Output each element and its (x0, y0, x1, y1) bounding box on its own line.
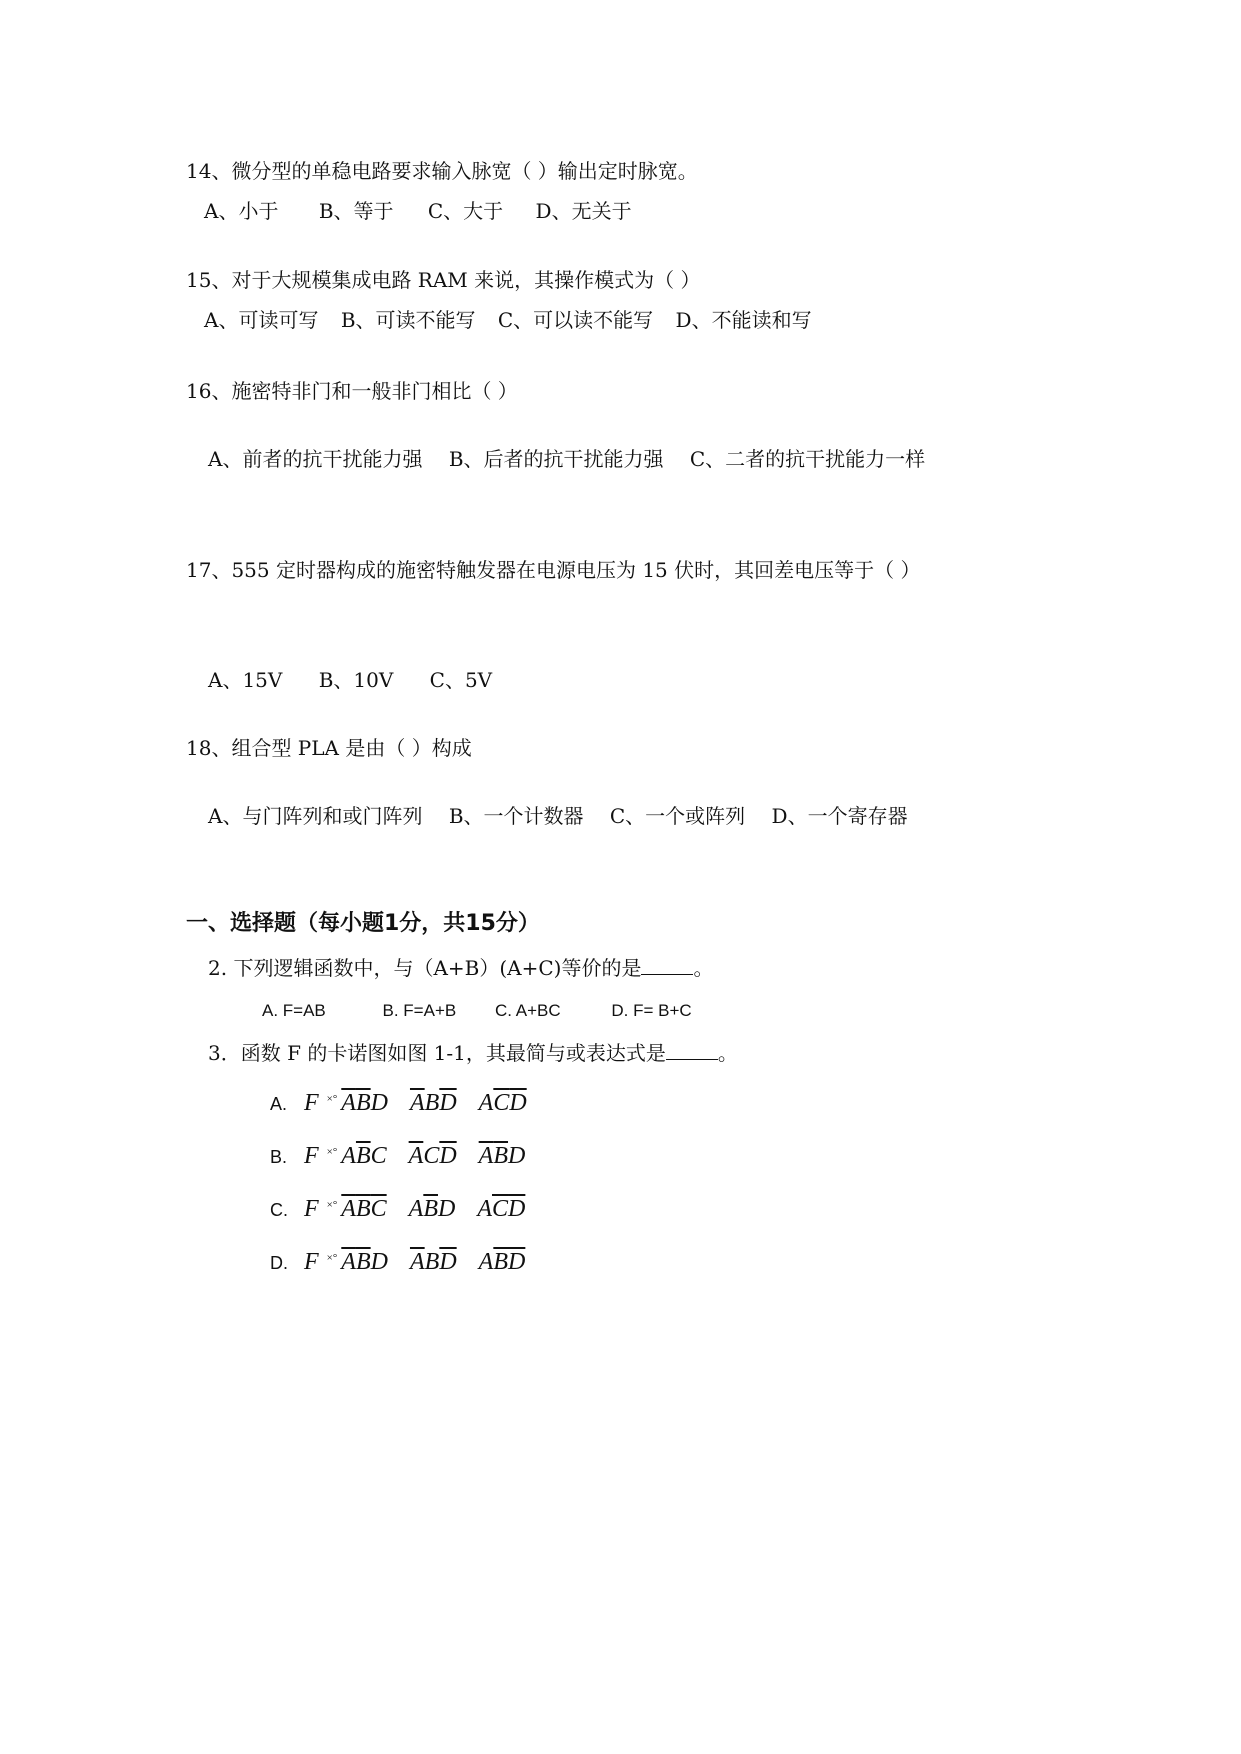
option-d[interactable]: D. F= B+C (611, 1001, 692, 1020)
question-3-stem-end: 。 (717, 1041, 738, 1065)
option-label: A. (270, 1094, 288, 1114)
literal: $\overline{D}$ (508, 1249, 526, 1275)
product-term (410, 1249, 457, 1276)
question-18-options (208, 803, 908, 829)
literal: $\overline{B}$ (355, 1143, 371, 1169)
literal: A (408, 1196, 424, 1222)
literal: $\overline{A}$ (341, 1249, 356, 1275)
question-18-stem: 18、组合型 PLA 是由（ ）构成 (186, 736, 472, 760)
question-16-stem: 16、施密特非门和一般非门相比（ ） (186, 379, 518, 403)
question-15-stem: 15、对于大规模集成电路 RAM 来说，其操作模式为（ ） (186, 268, 701, 292)
literal: A (478, 1249, 494, 1275)
literal: $\overline{D}$ (509, 1090, 527, 1116)
product-term (479, 1143, 526, 1170)
literal: $\overline{A}$ (408, 1143, 424, 1169)
question-3-option[interactable] (270, 1090, 527, 1117)
boolean-expression (304, 1090, 527, 1116)
option-b[interactable]: B、10V (318, 668, 394, 692)
option-label: B. (270, 1147, 288, 1167)
literal: $\overline{C}$ (492, 1196, 509, 1222)
literal: $\overline{A}$ (341, 1196, 356, 1222)
option-c[interactable]: C、二者的抗干扰能力一样 (689, 447, 926, 471)
product-term (341, 1249, 388, 1276)
product-term (477, 1196, 525, 1223)
option-a[interactable]: A、15V (208, 668, 283, 692)
option-b[interactable]: B. F=A+B (382, 1001, 457, 1020)
literal: $\overline{C}$ (370, 1196, 387, 1222)
option-c[interactable]: C. A+BC (494, 1001, 561, 1020)
literal: $\overline{D}$ (439, 1143, 457, 1169)
product-term (410, 1090, 457, 1117)
literal: $\overline{B}$ (423, 1196, 438, 1222)
question-3-option[interactable] (270, 1143, 525, 1170)
literal: $\overline{C}$ (493, 1090, 510, 1116)
option-c[interactable]: C、5V (429, 668, 493, 692)
question-2-stem-end: 。 (693, 956, 714, 980)
product-term (409, 1143, 457, 1170)
option-d[interactable]: D、不能读和写 (675, 308, 812, 332)
option-b[interactable]: B、后者的抗干扰能力强 (448, 447, 664, 471)
literal: $\overline{B}$ (355, 1090, 371, 1116)
question-17-stem: 17、555 定时器构成的施密特触发器在电源电压为 15 伏时，其回差电压等于（ ） (186, 558, 921, 582)
product-term (341, 1196, 386, 1223)
question-3-option[interactable] (270, 1196, 525, 1223)
option-a[interactable]: A、可读可写 (204, 308, 319, 332)
literal: C (370, 1143, 387, 1169)
option-label: C. (270, 1200, 288, 1220)
question-3-stem (208, 1040, 738, 1066)
answer-blank (641, 973, 693, 975)
option-c[interactable]: C、可以读不能写 (497, 308, 654, 332)
equals-symbol: ×° (326, 1252, 338, 1264)
literal: $\overline{B}$ (493, 1249, 508, 1275)
expression-lhs: F (304, 1143, 319, 1169)
product-term (479, 1090, 527, 1117)
equals-symbol: ×° (326, 1146, 338, 1158)
question-2-stem-text: 2. 下列逻辑函数中，与（A+B）(A+C)等价的是 (208, 956, 642, 980)
literal: $\overline{B}$ (355, 1249, 371, 1275)
option-d[interactable]: D、一个寄存器 (771, 804, 908, 828)
literal: $\overline{A}$ (341, 1090, 356, 1116)
product-term (341, 1090, 388, 1117)
boolean-expression (304, 1196, 525, 1222)
question-14-options (204, 198, 632, 224)
section-heading: 一、选择题（每小题1分，共15分） (186, 911, 540, 936)
literal: $\overline{D}$ (439, 1090, 457, 1116)
equals-symbol: ×° (326, 1199, 338, 1211)
product-term (479, 1249, 526, 1276)
literal: $\overline{A}$ (478, 1143, 494, 1169)
literal: A (477, 1196, 492, 1222)
question-15-options (204, 307, 812, 333)
literal: D (370, 1090, 388, 1116)
literal: $\overline{A}$ (409, 1090, 425, 1116)
literal: $\overline{D}$ (508, 1196, 526, 1222)
expression-lhs: F (304, 1090, 319, 1116)
expression-lhs: F (304, 1196, 319, 1222)
literal: $\overline{A}$ (409, 1249, 425, 1275)
question-17-options (208, 667, 492, 693)
product-term (341, 1143, 386, 1170)
literal: $\overline{B}$ (355, 1196, 371, 1222)
option-a[interactable]: A、与门阵列和或门阵列 (208, 804, 423, 828)
boolean-expression (304, 1143, 525, 1169)
literal: D (370, 1249, 388, 1275)
question-2-stem (208, 955, 713, 981)
literal: B (424, 1249, 440, 1275)
option-c[interactable]: C、一个或阵列 (609, 804, 746, 828)
boolean-expression (304, 1249, 525, 1275)
option-a[interactable]: A. F=AB (262, 1001, 326, 1020)
question-3-stem-text: 3．函数 F 的卡诺图如图 1-1，其最简与或表达式是 (208, 1041, 666, 1065)
literal: $\overline{B}$ (493, 1143, 509, 1169)
literal: B (424, 1090, 440, 1116)
equals-symbol: ×° (326, 1093, 338, 1105)
question-3-option[interactable] (270, 1249, 525, 1276)
option-d[interactable]: D、无关于 (535, 199, 632, 223)
option-c[interactable]: C、大于 (427, 199, 504, 223)
answer-blank (666, 1058, 718, 1060)
literal: A (478, 1090, 494, 1116)
question-16-options (208, 446, 925, 472)
literal: A (341, 1143, 356, 1169)
literal: D (437, 1196, 456, 1222)
literal: $\overline{D}$ (439, 1249, 457, 1275)
option-a[interactable]: A、前者的抗干扰能力强 (208, 447, 423, 471)
option-label: D. (270, 1253, 288, 1273)
option-b[interactable]: B、一个计数器 (448, 804, 584, 828)
expression-lhs: F (304, 1249, 319, 1275)
option-a[interactable]: A、小于 (204, 199, 279, 223)
option-b[interactable]: B、可读不能写 (340, 308, 476, 332)
literal: C (423, 1143, 440, 1169)
literal: D (508, 1143, 526, 1169)
question-2-options (262, 998, 692, 1024)
option-b[interactable]: B、等于 (318, 199, 394, 223)
question-14-stem: 14、微分型的单稳电路要求输入脉宽（ ）输出定时脉宽。 (186, 159, 698, 183)
product-term (409, 1196, 456, 1223)
